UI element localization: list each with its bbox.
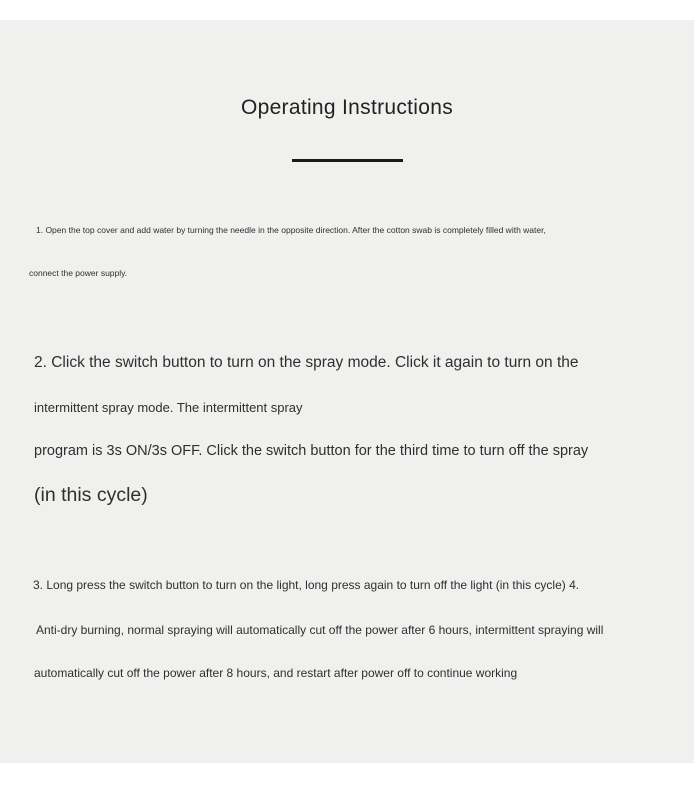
step-3-line-1: 3. Long press the switch button to turn on the light, long press again to turn off the light (in this cycle) 4.	[33, 578, 580, 592]
instruction-page	[0, 20, 694, 763]
title-underline	[292, 159, 403, 162]
step-1-line-1: 1. Open the top cover and add water by turning the needle in the opposite direction. After the cotton swab is completely filled with water,	[36, 225, 546, 235]
step-2-line-2: intermittent spray mode. The intermittent spray	[34, 400, 303, 415]
page-title: Operating Instructions	[240, 96, 454, 119]
step-2-line-4: (in this cycle)	[34, 484, 148, 506]
step-3-line-2: Anti-dry burning, normal spraying will automatically cut off the power after 6 hours, intermittent spraying will	[36, 623, 604, 637]
step-1-line-2: connect the power supply.	[29, 268, 128, 278]
step-2-line-1: 2. Click the switch button to turn on the spray mode. Click it again to turn on the	[34, 354, 579, 371]
step-3-line-3: automatically cut off the power after 8 hours, and restart after power off to continue working	[34, 666, 518, 680]
step-2-line-3: program is 3s ON/3s OFF. Click the switch button for the third time to turn off the spray	[34, 443, 589, 459]
